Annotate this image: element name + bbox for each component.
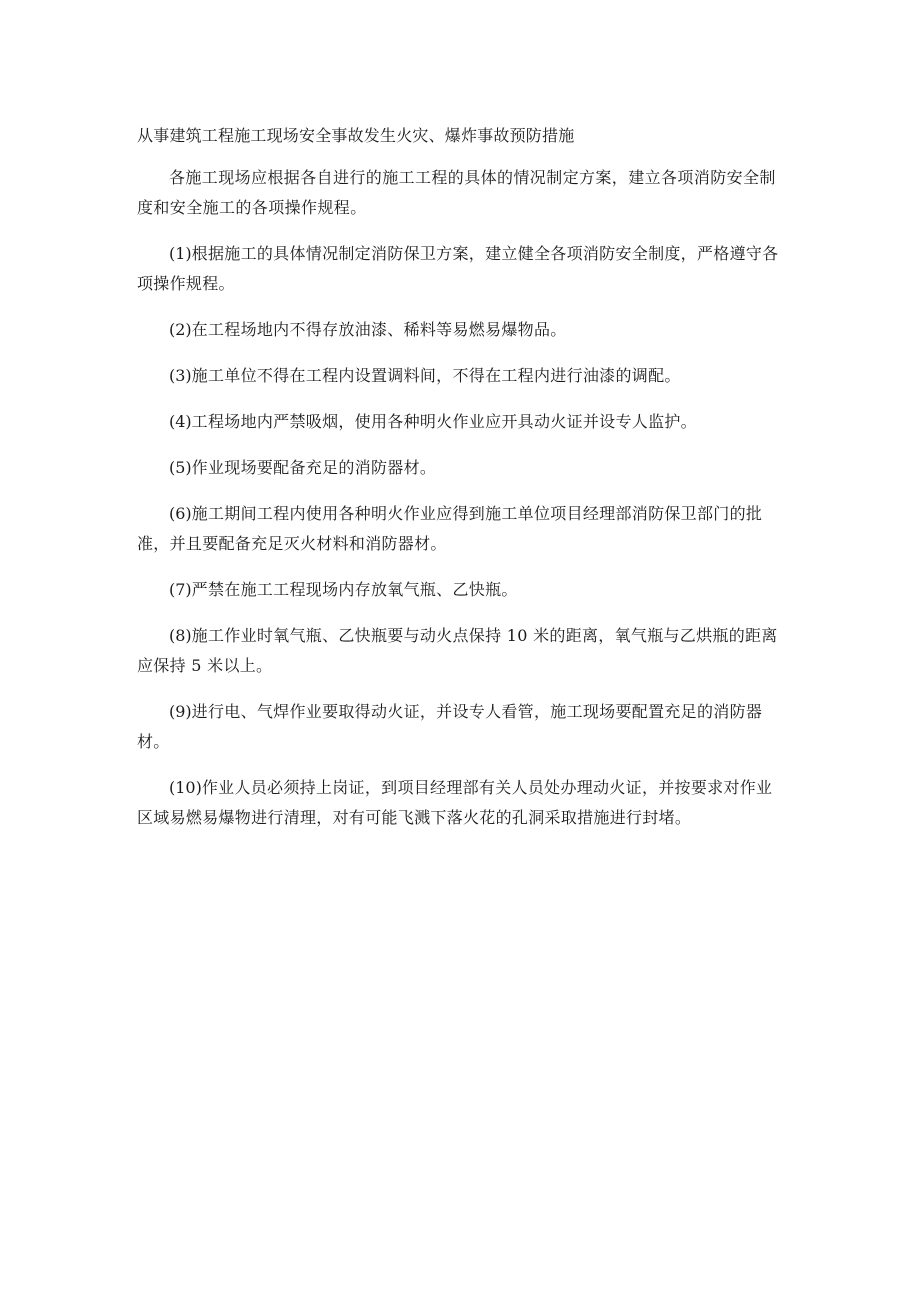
- item-text: 施工单位不得在工程内设置调料间，不得在工程内进行油漆的调配。: [191, 366, 681, 385]
- item-text: 作业现场要配备充足的消防器材。: [191, 458, 437, 477]
- item-number: (3): [169, 366, 192, 385]
- item-text: 在工程场地内不得存放油漆、稀料等易燃易爆物品。: [191, 320, 567, 339]
- item-number: (8): [169, 626, 192, 645]
- item-number: (1): [169, 244, 192, 263]
- item-text: 施工期间工程内使用各种明火作业应得到施工单位项目经理部消防保卫部门的批准，并且要配备充足灭火材料和消防器材。: [137, 504, 763, 553]
- item-text: 进行电、气焊作业要取得动火证，并设专人看管，施工现场要配置充足的消防器材。: [137, 702, 763, 751]
- list-item: [137, 697, 784, 757]
- item-number: (9): [169, 702, 192, 721]
- list-item: [137, 453, 784, 483]
- document-title: 从事建筑工程施工现场安全事故发生火灾、爆炸事故预防措施: [137, 126, 575, 145]
- item-number: (5): [169, 458, 192, 477]
- item-number: (2): [169, 320, 192, 339]
- item-number: (10): [169, 778, 202, 797]
- list-item: [137, 499, 784, 559]
- intro-paragraph: 各施工现场应根据各自进行的施工工程的具体的情况制定方案，建立各项消防安全制度和安全施工的各项操作规程。: [137, 168, 776, 217]
- list-item: [137, 773, 784, 833]
- item-text: 严禁在施工工程现场内存放氧气瓶、乙快瓶。: [191, 580, 518, 599]
- list-item: [137, 361, 784, 391]
- measures-list: [137, 239, 784, 833]
- list-item: [137, 621, 784, 681]
- item-number: (4): [169, 412, 192, 431]
- list-item: [137, 315, 784, 345]
- list-item: [137, 575, 784, 605]
- item-text: 作业人员必须持上岗证，到项目经理部有关人员处办理动火证，并按要求对作业区域易燃易爆物进行清理，对有可能飞溅下落火花的孔洞采取措施进行封堵。: [137, 778, 773, 827]
- item-number: (7): [169, 580, 192, 599]
- list-item: [137, 239, 784, 299]
- item-text: 根据施工的具体情况制定消防保卫方案，建立健全各项消防安全制度，严格遵守各项操作规程。: [137, 244, 779, 293]
- item-text: 工程场地内严禁吸烟，使用各种明火作业应开具动火证并设专人监护。: [191, 412, 697, 431]
- item-text: 施工作业时氧气瓶、乙快瓶要与动火点保持 10 米的距离，氧气瓶与乙烘瓶的距离应保持 5 米以上。: [137, 626, 778, 675]
- item-number: (6): [169, 504, 192, 523]
- list-item: [137, 407, 784, 437]
